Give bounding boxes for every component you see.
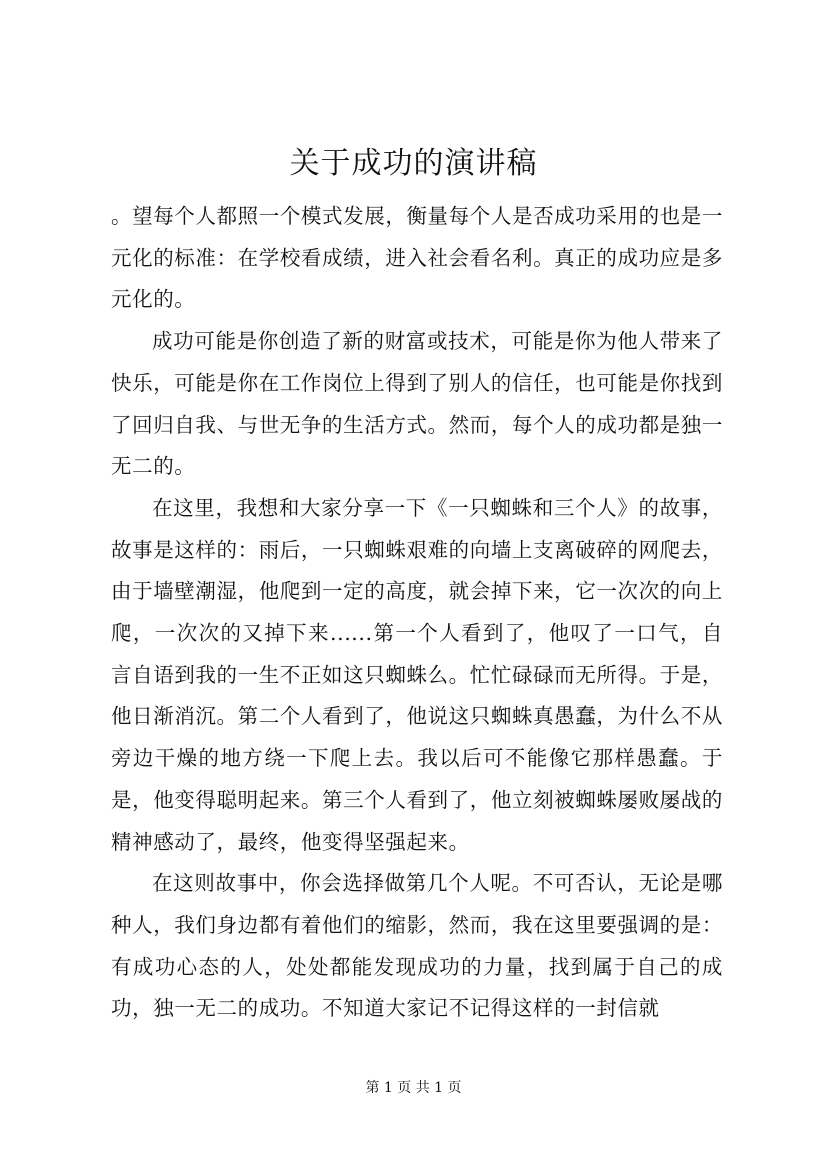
paragraph-2: 成功可能是你创造了新的财富或技术，可能是你为他人带来了快乐，可能是你在工作岗位上得到了别人的信任，也可能是你找到了回归自我、与世无争的生活方式。然而，每个人的成功都是独一无二的。 (111, 329, 723, 479)
document-title: 关于成功的演讲稿 (289, 146, 538, 181)
paragraph-4: 在这则故事中，你会选择做第几个人呢。不可否认，无论是哪种人，我们身边都有着他们的缩影，然而，我在这里要强调的是：有成功心态的人，处处都能发现成功的力量，找到属于自己的成功，独一无二的成功。不知道大家记不记得这样的一封信就 (111, 871, 723, 1021)
page-number-footer: 第 1 页 共 1 页 (365, 1080, 462, 1096)
paragraph-1: 。望每个人都照一个模式发展，衡量每个人是否成功采用的也是一元化的标准：在学校看成绩，进入社会看名利。真正的成功应是多元化的。 (111, 204, 723, 312)
paragraph-3: 在这里，我想和大家分享一下《一只蜘蛛和三个人》的故事，故事是这样的：雨后，一只蜘蛛艰难的向墙上支离破碎的网爬去，由于墙壁潮湿，他爬到一定的高度，就会掉下来，它一次次的向上爬，一次次的又掉下来......第一个人看到了，他叹了一口气，自言自语到我的一生不正如这只蜘蛛么。忙忙碌碌而无所得。于是，他日渐消沉。第二个人看到了，他说这只蜘蛛真愚蠢，为什么不从旁边干燥的地方绕一下爬上去。我以后可不能像它那样愚蠢。于是，他变得聪明起来。第三个人看到了，他立刻被蜘蛛屡败屡战的精神感动了，最终，他变得坚强起来。 (111, 495, 723, 854)
document-body (111, 196, 723, 1030)
